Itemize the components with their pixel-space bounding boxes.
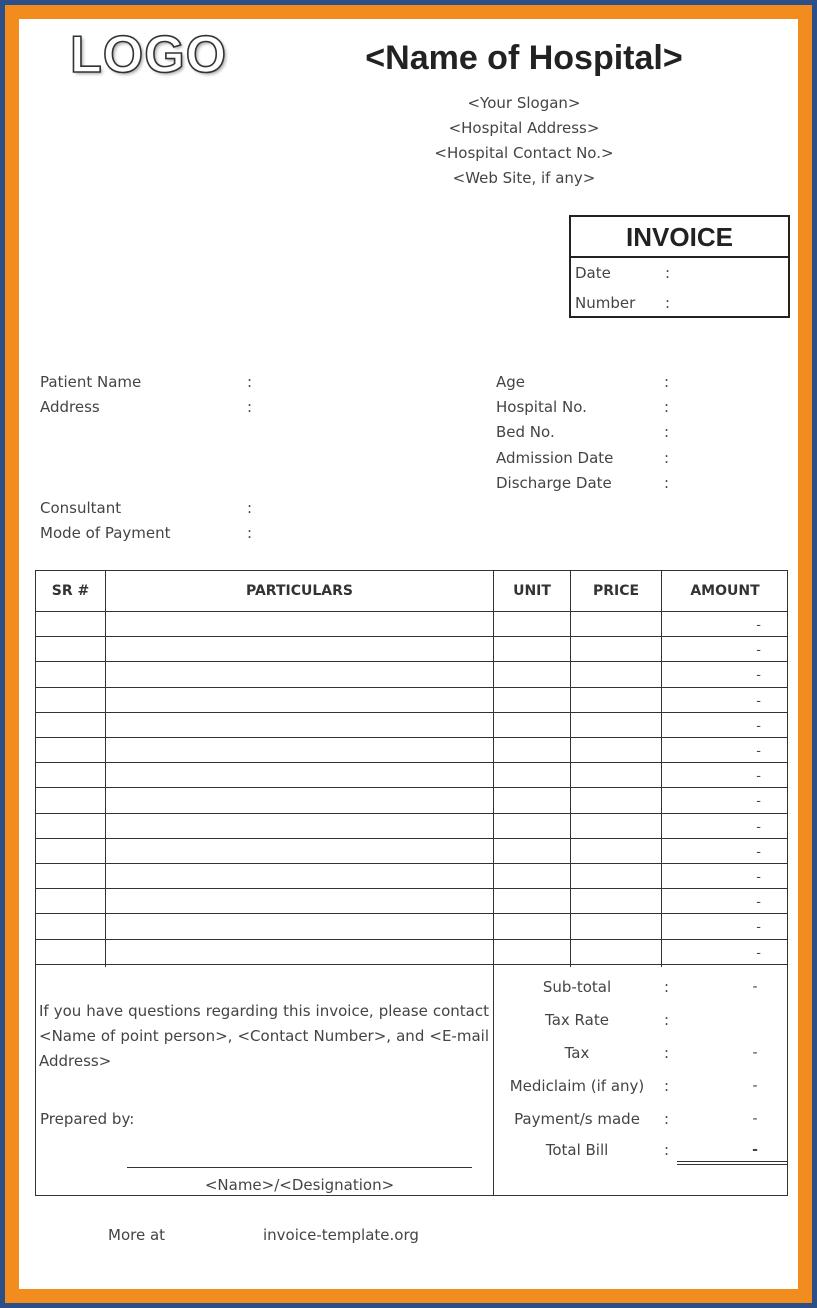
total-bill-value: - — [752, 1142, 758, 1158]
more-at-label: More at — [108, 1226, 166, 1244]
row-amount: - — [756, 769, 761, 785]
invoice-number-colon: : — [665, 294, 671, 312]
table-row — [36, 888, 787, 913]
tax-colon: : — [664, 1044, 670, 1062]
table-row — [36, 636, 787, 661]
signature-caption: <Name>/<Designation> — [204, 1176, 395, 1194]
col-header-sr: SR # — [51, 583, 90, 599]
questions-note: If you have questions regarding this invoice, please contact <Name of point person>, <Contact Number>, and <E-mail Address> — [39, 1002, 489, 1070]
table-row — [36, 863, 787, 888]
invoice-box — [569, 215, 790, 318]
row-amount: - — [756, 844, 761, 860]
payment-mode-label: Mode of Payment — [40, 524, 171, 542]
logo: LOGO — [70, 26, 228, 84]
col-header-price: PRICE — [592, 583, 640, 599]
bed-no-label: Bed No. — [496, 423, 555, 441]
subtotal-label: Sub-total — [542, 978, 612, 996]
table-row — [36, 787, 787, 812]
mediclaim-value: - — [752, 1078, 758, 1094]
subtotal-colon: : — [664, 978, 670, 996]
hospital-no-colon: : — [664, 398, 670, 416]
row-amount: - — [756, 895, 761, 911]
row-amount: - — [756, 794, 761, 810]
total-bill-colon: : — [664, 1141, 670, 1159]
consultant-colon: : — [247, 499, 253, 517]
table-row — [36, 813, 787, 838]
tax-rate-colon: : — [664, 1011, 670, 1029]
age-label: Age — [496, 373, 526, 391]
row-amount: - — [756, 920, 761, 936]
row-divider — [36, 964, 787, 965]
patient-name-label: Patient Name — [40, 373, 142, 391]
total-bill-label: Total Bill — [545, 1141, 609, 1159]
payments-made-colon: : — [664, 1110, 670, 1128]
table-row — [36, 611, 787, 636]
col-header-unit: UNIT — [513, 583, 551, 599]
table-row — [36, 737, 787, 762]
mediclaim-colon: : — [664, 1077, 670, 1095]
signature-line — [127, 1167, 472, 1168]
hospital-slogan: <Your Slogan> — [467, 94, 581, 112]
hospital-no-label: Hospital No. — [496, 398, 587, 416]
address-label: Address — [40, 398, 100, 416]
tax-value: - — [752, 1045, 758, 1061]
row-amount: - — [756, 693, 761, 709]
col-header-amount: AMOUNT — [690, 583, 760, 599]
discharge-date-label: Discharge Date — [496, 474, 612, 492]
invoice-title: INVOICE — [571, 217, 788, 258]
invoice-date-colon: : — [665, 264, 671, 282]
hospital-address: <Hospital Address> — [448, 119, 600, 137]
subtotal-value: - — [752, 979, 758, 995]
table-row — [36, 939, 787, 964]
table-row — [36, 913, 787, 938]
row-amount: - — [756, 819, 761, 835]
hospital-contact: <Hospital Contact No.> — [434, 144, 614, 162]
page-border — [5, 5, 812, 1303]
row-amount: - — [756, 870, 761, 885]
table-row — [36, 838, 787, 863]
table-row — [36, 687, 787, 712]
table-row — [36, 661, 787, 686]
prepared-by-label: Prepared by: — [40, 1110, 135, 1128]
patient-name-colon: : — [247, 373, 253, 391]
row-amount: - — [756, 643, 761, 659]
row-amount: - — [756, 945, 761, 961]
discharge-date-colon: : — [664, 474, 670, 492]
payments-made-value: - — [752, 1111, 758, 1127]
tax-rate-label: Tax Rate — [545, 1011, 609, 1029]
hospital-name: <Name of Hospital> — [365, 39, 683, 77]
items-table — [35, 570, 788, 1196]
row-amount: - — [756, 744, 761, 759]
total-double-underline — [677, 1161, 788, 1165]
table-row — [36, 762, 787, 787]
mediclaim-label: Mediclaim (if any) — [509, 1077, 645, 1095]
table-row — [36, 712, 787, 737]
payment-mode-colon: : — [247, 524, 253, 542]
age-colon: : — [664, 373, 670, 391]
consultant-label: Consultant — [40, 499, 122, 517]
bed-no-colon: : — [664, 423, 670, 441]
col-header-particulars: PARTICULARS — [246, 583, 353, 599]
admission-date-label: Admission Date — [496, 449, 614, 467]
row-amount: - — [756, 668, 761, 684]
more-at-link[interactable]: invoice-template.org — [263, 1226, 419, 1244]
tax-label: Tax — [564, 1044, 590, 1062]
invoice-date-label: Date — [575, 264, 611, 282]
hospital-website: <Web Site, if any> — [452, 169, 596, 187]
row-amount: - — [756, 618, 761, 633]
admission-date-colon: : — [664, 449, 670, 467]
address-colon: : — [247, 398, 253, 416]
invoice-page — [19, 19, 798, 1289]
row-amount: - — [756, 718, 761, 734]
invoice-number-label: Number — [575, 294, 636, 312]
payments-made-label: Payment/s made — [514, 1110, 640, 1128]
